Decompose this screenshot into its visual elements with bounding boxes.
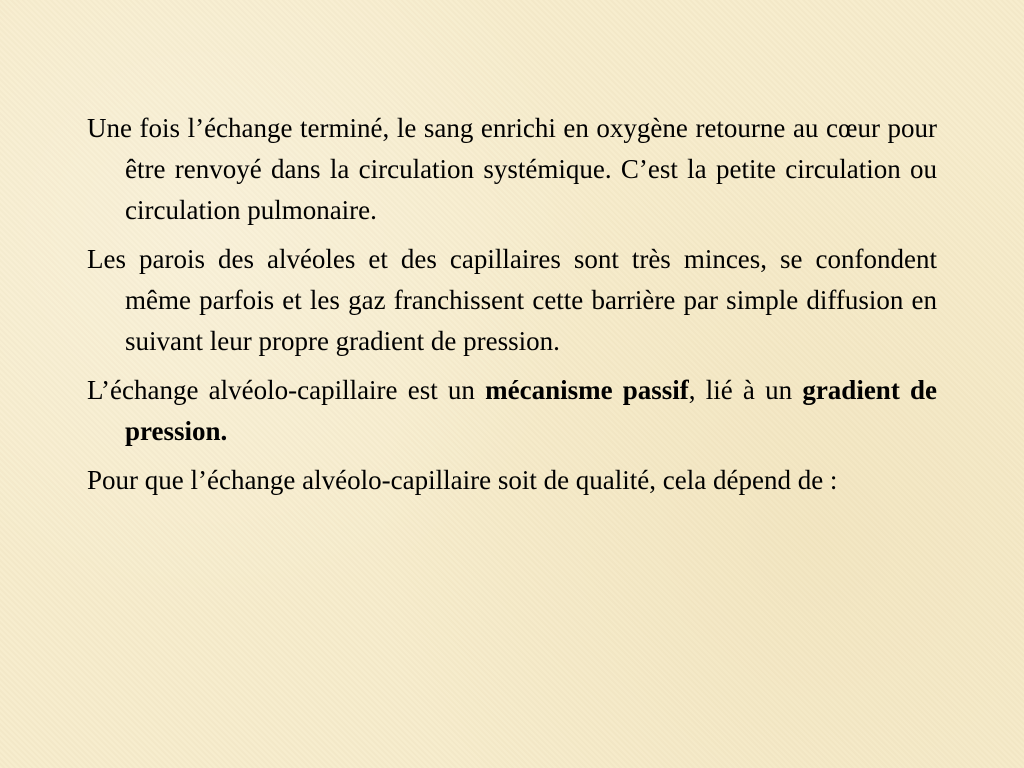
bold-pressure-gradient: gradient de pression. [125, 375, 938, 446]
slide-body [87, 108, 937, 509]
passive-text-2: , lié à un [688, 375, 803, 405]
paragraph-passive-mechanism [87, 370, 937, 452]
passive-text-1: L’échange alvéolo-capillaire est un [87, 375, 486, 405]
paragraph-alveolar-walls: Les parois des alvéoles et des capillaires sont très minces, se confondent même parfois et les gaz franchissent cette barrière par simple diffusion en suivant leur propre gradient de pression. [87, 244, 937, 356]
paragraph-quality-depends: Pour que l’échange alvéolo-capillaire soit de qualité, cela dépend de : [87, 465, 838, 495]
paragraph-exchange-complete: Une fois l’échange terminé, le sang enrichi en oxygène retourne au cœur pour être renvoyé dans la circulation systémique. C’est la petite circulation ou circulation pulmonaire. [87, 113, 937, 225]
bold-passive-mechanism: mécanisme passif [485, 375, 689, 405]
